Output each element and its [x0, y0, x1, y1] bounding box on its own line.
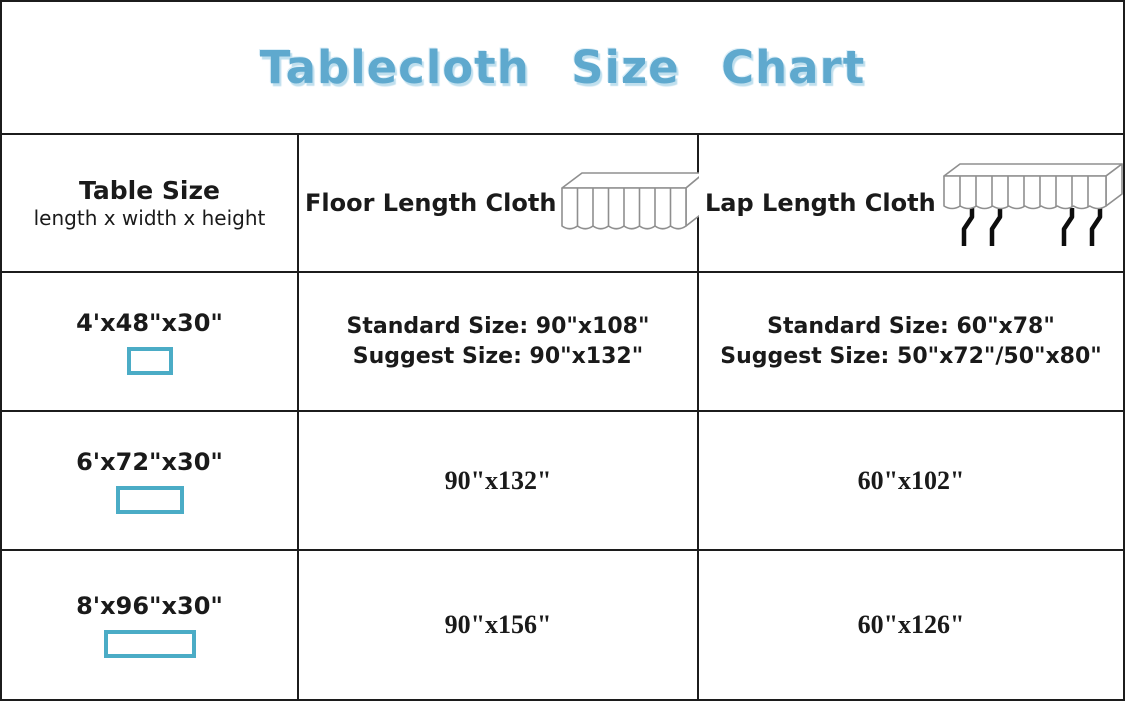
header-lap-length-label: Lap Length Cloth: [705, 189, 936, 217]
table-outline-rect-4ft: [127, 347, 173, 375]
lap-size-value: 60"x102": [857, 465, 965, 495]
header-table-size-subtitle: length x width x height: [33, 206, 266, 231]
row-4ft-floor-length: [299, 273, 699, 412]
row-6ft-lap-length: [699, 412, 1123, 551]
row-8ft-lap-length: [699, 551, 1123, 699]
table-outline-rect-8ft: [104, 630, 196, 658]
title-row: [2, 2, 1123, 135]
lap-standard-size: Standard Size: 60"x78": [767, 314, 1055, 340]
floor-length-cloth-icon: [556, 166, 708, 240]
floor-size-value: 90"x156": [444, 610, 552, 639]
table-size-value: 4'x48"x30": [76, 308, 223, 337]
row-6ft-floor-length: [299, 412, 699, 551]
header-lap-length: [699, 135, 1123, 273]
row-8ft-table-size: [2, 551, 299, 699]
floor-standard-size: Standard Size: 90"x108": [346, 314, 650, 340]
row-4ft-lap-length: [699, 273, 1123, 412]
lap-suggest-size: Suggest Size: 50"x72"/50"x80": [720, 343, 1102, 369]
row-6ft-table-size: [2, 412, 299, 551]
header-table-size-title: Table Size: [79, 175, 220, 205]
lap-size-value: 60"x126": [857, 610, 965, 639]
page-title: Tablecloth Size Chart: [259, 41, 866, 94]
row-8ft-floor-length: [299, 551, 699, 699]
lap-length-cloth-icon: [936, 156, 1125, 250]
table-size-value: 8'x96"x30": [76, 592, 223, 620]
table-outline-rect-6ft: [116, 486, 184, 514]
header-floor-length: [299, 135, 699, 273]
floor-suggest-size: Suggest Size: 90"x132": [352, 343, 644, 369]
header-floor-length-label: Floor Length Cloth: [305, 189, 557, 217]
header-table-size: [2, 135, 299, 273]
floor-size-value: 90"x132": [444, 465, 552, 495]
table-size-value: 6'x72"x30": [76, 447, 223, 476]
row-4ft-table-size: [2, 273, 299, 412]
